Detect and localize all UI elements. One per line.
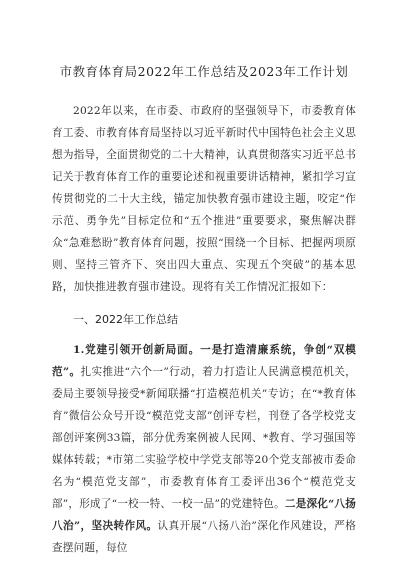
document-title: 市教育体育局2022年工作总结及2023年工作计划: [59, 64, 349, 79]
section-heading: 一、2022年工作总结: [73, 313, 178, 326]
item-1-lead-2: 二是深化“八扬八治”，坚决转作风。: [52, 498, 356, 532]
item-1-paragraph: [52, 339, 356, 559]
item-1-body: 扎实推进“六个一”行动，着力打造让人民满意模范机关，委局主要领导接受*新闻联播“打造模范机关”专访；在“*教育体育”微信公众号开设“模范党支部”创评专栏，刊登了各学校党支部创评案例33篇，部分优秀案例被人民网、*教育、学习强国等媒体转载；*市第二实验学校中学党支部等20个党支部被市委命名为“模范党支部”，市委教育体育工委评出36个“模范党支部”，形成了“一校一特、一校一品”的党建特色。: [52, 366, 356, 510]
intro-paragraph: 2022年以来，在市委、市政府的坚强领导下，市委教育体育工委、市教育体育局坚持以习近平新时代中国特色社会主义思想为指导，全面贯彻党的二十大精神，认真贯彻落实习近平总书记关于教育体育工作的重要论述和视重要讲话精神，紧扣学习宣传贯彻党的二十大主线，锚定加快教育强市建设主题，咬定“作示范、勇争先”目标定位和“五个推进”重要要求，聚焦解决群众“急难愁盼”教育体育问题，按照“围绕一个目标、把握两项原则、坚持三管齐下、突出四大重点、实现五个突破”的基本思路，加快推进教育强市建设。现将有关工作情况汇报如下：: [52, 105, 356, 293]
item-1-body-2: 认真开展“八扬八治”深化作风建设，严格查摆问题，每位: [52, 520, 357, 554]
item-1-lead: 1.党建引领开创新局面。一是打造清廉系统，争创“双模范”。: [52, 344, 356, 378]
